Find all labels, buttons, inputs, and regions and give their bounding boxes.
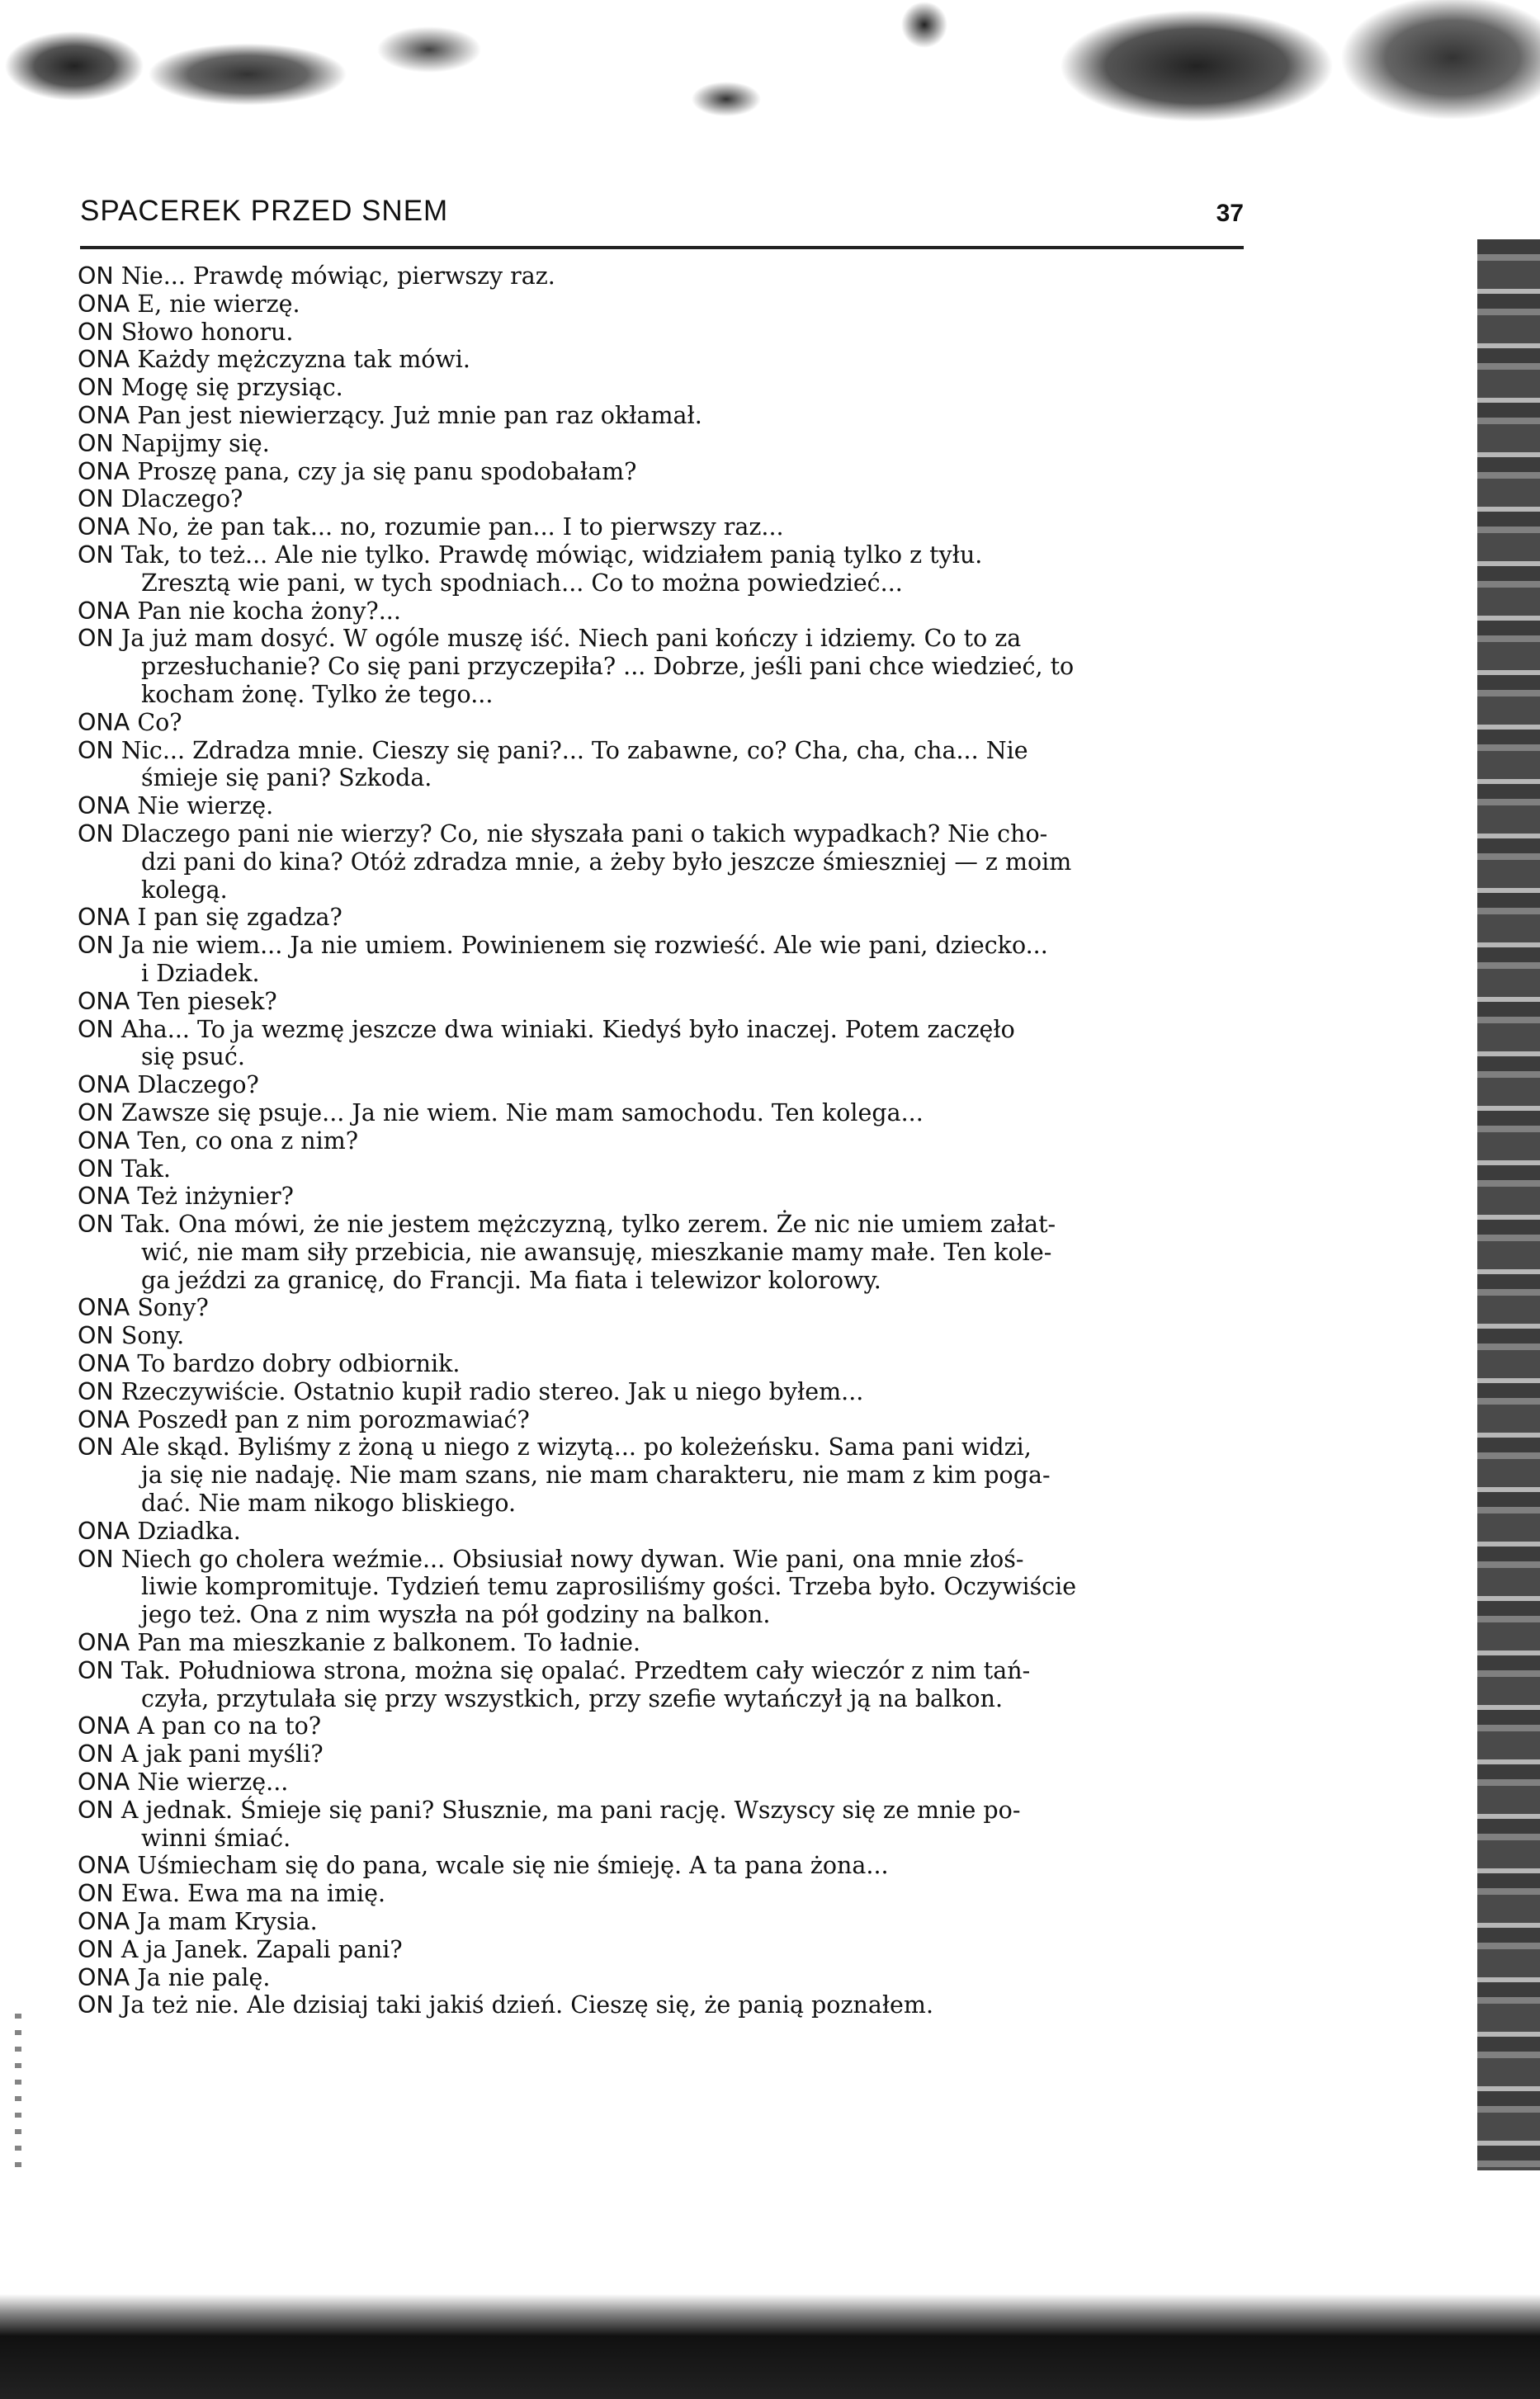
speaker-label: ON	[78, 1656, 114, 1684]
dialogue-line	[78, 1908, 1274, 1936]
speaker-label: ONA	[78, 1071, 130, 1099]
dialogue-line	[78, 876, 1274, 904]
speaker-label: ONA	[78, 904, 130, 932]
dialogue-line	[78, 290, 1274, 319]
line-text: wić, nie mam siły przebicia, nie awansuję, mieszkanie mamy małe. Ten kole-	[141, 1238, 1052, 1266]
speaker-label: ONA	[78, 597, 130, 625]
dialogue-line	[78, 1712, 1274, 1740]
dialogue-line	[78, 1099, 1274, 1127]
dialogue-line	[78, 346, 1274, 374]
dialogue-line	[78, 792, 1274, 820]
speaker-label: ON	[78, 1015, 114, 1043]
line-text: To bardzo dobry odbiornik.	[137, 1350, 461, 1378]
dialogue-line	[78, 737, 1274, 765]
line-text: Ja nie palę.	[137, 1963, 271, 1991]
dialogue-line	[78, 848, 1274, 876]
speaker-label: ON	[78, 541, 114, 569]
speaker-label: ON	[78, 1211, 114, 1239]
speaker-label: ONA	[78, 1852, 130, 1880]
line-text: Zawsze się psuje... Ja nie wiem. Nie mam samochodu. Ten kolega...	[120, 1098, 924, 1126]
line-text: Ale skąd. Byliśmy z żoną u niego z wizytą... po koleżeńsku. Sama pani widzi,	[120, 1433, 1032, 1462]
speaker-label: ON	[78, 1880, 114, 1908]
dialogue-line	[78, 1322, 1274, 1350]
speaker-label: ONA	[78, 513, 130, 541]
line-text: No, że pan tak... no, rozumie pan... I to pierwszy raz...	[137, 513, 784, 541]
speaker-label: ON	[78, 1935, 114, 1963]
line-text: Tak.	[120, 1155, 171, 1183]
line-text: Sony.	[120, 1322, 185, 1350]
line-text: Pan nie kocha żony?...	[137, 597, 401, 625]
line-text: dać. Nie mam nikogo bliskiego.	[141, 1490, 517, 1518]
dialogue-line	[78, 1740, 1274, 1769]
speaker-label: ONA	[78, 457, 130, 485]
line-text: Ja też nie. Ale dzisiaj taki jakiś dzień. Cieszę się, że panią poznałem.	[120, 1991, 934, 2019]
dialogue-line	[78, 1016, 1274, 1044]
line-text: Ewa. Ewa ma na imię.	[120, 1880, 386, 1908]
line-text: Ja już mam dosyć. W ogóle muszę iść. Niech pani kończy i idziemy. Co to za	[120, 625, 1022, 653]
line-text: kocham żonę. Tylko że tego...	[141, 680, 494, 708]
dialogue-line	[78, 653, 1274, 681]
dialogue-line	[78, 1071, 1274, 1099]
speaker-label: ONA	[78, 1126, 130, 1155]
speaker-label: ONA	[78, 1350, 130, 1378]
speaker-label: ONA	[78, 1908, 130, 1936]
speaker-label: ONA	[78, 708, 130, 736]
line-text: A pan co na to?	[137, 1712, 322, 1740]
line-text: Uśmiecham się do pana, wcale się nie śmieję. A ta pana żona...	[137, 1852, 889, 1880]
dialogue-line	[78, 1991, 1274, 2019]
dialogue-line	[78, 1211, 1274, 1239]
speaker-label: ON	[78, 1796, 114, 1824]
page-number: 37	[1216, 200, 1244, 227]
dialogue-line	[78, 430, 1274, 458]
dialogue-line	[78, 319, 1274, 347]
dialogue-line	[78, 1573, 1274, 1601]
dialogue-line	[78, 1769, 1274, 1797]
speaker-label: ON	[78, 1991, 114, 2019]
dialogue-line	[78, 1880, 1274, 1908]
line-text: śmieje się pani? Szkoda.	[141, 764, 432, 792]
line-text: Rzeczywiście. Ostatnio kupił radio stereo. Jak u niego byłem...	[120, 1377, 864, 1405]
dialogue-line	[78, 681, 1274, 709]
line-text: czyła, przytulała się przy wszystkich, przy szefie wytańczył ją na balkon.	[141, 1684, 1004, 1712]
line-text: Nie... Prawdę mówiąc, pierwszy raz.	[120, 262, 555, 290]
speaker-label: ON	[78, 1545, 114, 1573]
dialogue-line	[78, 1852, 1274, 1880]
speaker-label: ON	[78, 819, 114, 848]
speaker-label: ON	[78, 1098, 114, 1126]
line-text: Ja mam Krysia.	[137, 1908, 318, 1936]
line-text: Dlaczego?	[120, 485, 243, 513]
speaker-label: ON	[78, 625, 114, 653]
dialogue-body	[78, 262, 1274, 2019]
dialogue-line	[78, 1685, 1274, 1713]
page-header	[80, 195, 1244, 239]
line-text: Ten, co ona z nim?	[137, 1126, 359, 1155]
header-rule	[80, 246, 1244, 249]
speaker-label: ONA	[78, 401, 130, 429]
dialogue-line	[78, 1267, 1274, 1295]
dialogue-line	[78, 1490, 1274, 1518]
dialogue-line	[78, 1183, 1274, 1211]
line-text: A jednak. Śmieje się pani? Słusznie, ma pani rację. Wszyscy się ze mnie po-	[120, 1796, 1021, 1824]
running-title: SPACEREK PRZED SNEM	[80, 195, 449, 227]
speaker-label: ON	[78, 485, 114, 513]
dialogue-line	[78, 764, 1274, 792]
speaker-label: ONA	[78, 1769, 130, 1797]
speaker-label: ONA	[78, 1405, 130, 1433]
speaker-label: ON	[78, 1433, 114, 1462]
line-text: Ten piesek?	[137, 987, 277, 1015]
dialogue-line	[78, 1518, 1274, 1546]
speaker-label: ONA	[78, 346, 130, 374]
line-text: Tak, to też... Ale nie tylko. Prawdę mówiąc, widziałem panią tylko z tyłu.	[120, 541, 983, 569]
dialogue-line	[78, 1462, 1274, 1490]
line-text: jego też. Ona z nim wyszła na pół godziny na balkon.	[141, 1601, 771, 1629]
speaker-label: ON	[78, 429, 114, 457]
speaker-label: ONA	[78, 1517, 130, 1545]
line-text: Aha... To ja wezmę jeszcze dwa winiaki. Kiedyś było inaczej. Potem zaczęło	[120, 1015, 1015, 1043]
line-text: Ja nie wiem... Ja nie umiem. Powinienem się rozwieść. Ale wie pani, dziecko...	[120, 932, 1048, 960]
dialogue-line	[78, 1378, 1274, 1406]
dialogue-line	[78, 709, 1274, 737]
line-text: ga jeździ za granicę, do Francji. Ma fiata i telewizor kolorowy.	[141, 1266, 881, 1294]
line-text: Tak. Południowa strona, można się opalać. Przedtem cały wieczór z nim tań-	[120, 1656, 1031, 1684]
line-text: Co?	[137, 708, 182, 736]
dialogue-line	[78, 932, 1274, 960]
speaker-label: ONA	[78, 1712, 130, 1740]
speaker-label: ONA	[78, 792, 130, 820]
line-text: kolegą.	[141, 876, 228, 904]
dialogue-line	[78, 960, 1274, 988]
dialogue-line	[78, 485, 1274, 513]
dialogue-line	[78, 1629, 1274, 1657]
line-text: Dlaczego pani nie wierzy? Co, nie słyszała pani o takich wypadkach? Nie cho-	[120, 819, 1048, 848]
speaker-label: ON	[78, 1322, 114, 1350]
dialogue-line	[78, 513, 1274, 541]
dialogue-line	[78, 1406, 1274, 1434]
dialogue-line	[78, 1546, 1274, 1574]
line-text: Pan jest niewierzący. Już mnie pan raz okłamał.	[137, 401, 702, 429]
line-text: się psuć.	[141, 1043, 245, 1071]
line-text: A jak pani myśli?	[120, 1740, 324, 1769]
speaker-label: ONA	[78, 1183, 130, 1211]
speaker-label: ON	[78, 374, 114, 402]
line-text: Nie wierzę...	[137, 1769, 289, 1797]
line-text: dzi pani do kina? Otóż zdradza mnie, a żeby było jeszcze śmieszniej — z moim	[141, 848, 1072, 876]
dialogue-line	[78, 988, 1274, 1016]
dialogue-line	[78, 569, 1274, 597]
speaker-label: ON	[78, 1155, 114, 1183]
line-text: winni śmiać.	[141, 1824, 291, 1852]
line-text: Napijmy się.	[120, 429, 270, 457]
scan-border-bottom	[0, 2294, 1540, 2399]
line-text: Sony?	[137, 1294, 209, 1322]
speaker-label: ON	[78, 1740, 114, 1769]
dialogue-line	[78, 1155, 1274, 1183]
dialogue-line	[78, 820, 1274, 848]
dialogue-line	[78, 1964, 1274, 1992]
speaker-label: ON	[78, 932, 114, 960]
line-text: Nie wierzę.	[137, 792, 274, 820]
dialogue-line	[78, 1657, 1274, 1685]
speaker-label: ON	[78, 1377, 114, 1405]
dialogue-line	[78, 458, 1274, 486]
line-text: Niech go cholera weźmie... Obsiusiał nowy dywan. Wie pani, ona mnie złoś-	[120, 1545, 1024, 1573]
dialogue-line	[78, 402, 1274, 430]
speaker-label: ONA	[78, 290, 130, 318]
speaker-label: ON	[78, 736, 114, 764]
speaker-label: ONA	[78, 1629, 130, 1657]
dialogue-line	[78, 1350, 1274, 1378]
speaker-label: ONA	[78, 1294, 130, 1322]
speaker-label: ON	[78, 262, 114, 290]
dialogue-line	[78, 1825, 1274, 1853]
line-text: przesłuchanie? Co się pani przyczepiła? ... Dobrze, jeśli pani chce wiedzieć, to	[141, 653, 1075, 681]
dialogue-line	[78, 1294, 1274, 1322]
line-text: E, nie wierzę.	[137, 290, 300, 318]
dialogue-line	[78, 904, 1274, 932]
line-text: Dlaczego?	[137, 1071, 259, 1099]
line-text: ja się nie nadaję. Nie mam szans, nie mam charakteru, nie mam z kim poga-	[141, 1462, 1051, 1490]
line-text: Każdy mężczyzna tak mówi.	[137, 346, 470, 374]
line-text: A ja Janek. Zapali pani?	[120, 1935, 403, 1963]
dialogue-line	[78, 374, 1274, 402]
line-text: Dziadka.	[137, 1517, 241, 1545]
line-text: liwie kompromituje. Tydzień temu zaprosiliśmy gości. Trzeba było. Oczywiście	[141, 1573, 1077, 1601]
dialogue-line	[78, 625, 1274, 653]
speaker-label: ONA	[78, 987, 130, 1015]
dialogue-line	[78, 1433, 1274, 1462]
line-text: i Dziadek.	[141, 959, 260, 987]
line-text: Pan ma mieszkanie z balkonem. To ładnie.	[137, 1629, 641, 1657]
dialogue-line	[78, 597, 1274, 626]
line-text: Mogę się przysiąc.	[120, 374, 343, 402]
line-text: I pan się zgadza?	[137, 904, 342, 932]
dialogue-line	[78, 1239, 1274, 1267]
line-text: Poszedł pan z nim porozmawiać?	[137, 1405, 530, 1433]
dialogue-line	[78, 1043, 1274, 1071]
line-text: Też inżynier?	[137, 1183, 294, 1211]
scan-speckle-left	[15, 2014, 21, 2179]
line-text: Proszę pana, czy ja się panu spodobałam?	[137, 457, 637, 485]
line-text: Tak. Ona mówi, że nie jestem mężczyzną, tylko zerem. Że nic nie umiem załat-	[120, 1211, 1056, 1239]
dialogue-line	[78, 262, 1274, 290]
scan-border-top	[0, 0, 1540, 153]
line-text: Nic... Zdradza mnie. Cieszy się pani?... To zabawne, co? Cha, cha, cha... Nie	[120, 736, 1028, 764]
line-text: Zresztą wie pani, w tych spodniach... Co to można powiedzieć...	[141, 569, 903, 597]
speaker-label: ONA	[78, 1963, 130, 1991]
dialogue-line	[78, 1797, 1274, 1825]
scan-border-right	[1477, 239, 1540, 2170]
dialogue-line	[78, 1601, 1274, 1629]
dialogue-line	[78, 541, 1274, 569]
speaker-label: ON	[78, 318, 114, 346]
dialogue-line	[78, 1127, 1274, 1155]
line-text: Słowo honoru.	[120, 318, 294, 346]
dialogue-line	[78, 1936, 1274, 1964]
